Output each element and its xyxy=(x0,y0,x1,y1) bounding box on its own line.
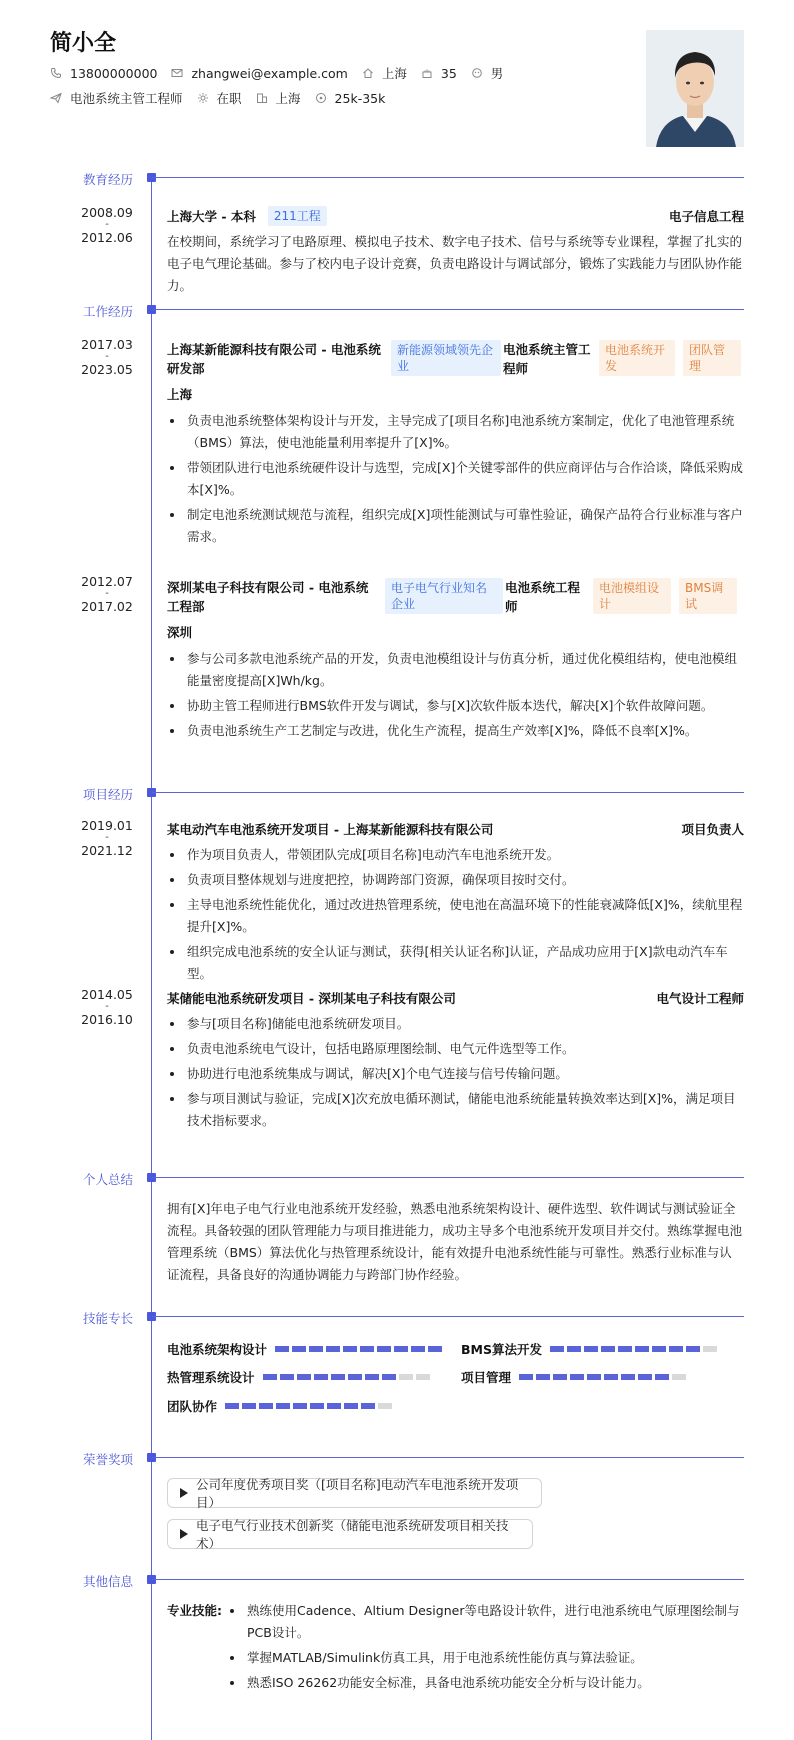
skill-level-segment xyxy=(276,1403,290,1409)
skill-level-segment xyxy=(584,1346,598,1352)
skill-level-segment xyxy=(416,1374,430,1380)
company-name: 深圳某电子科技有限公司 - 电池系统工程部 xyxy=(167,580,369,614)
skill-name: 热管理系统设计 xyxy=(167,1370,255,1385)
skill-level-segment xyxy=(655,1374,669,1380)
section-title-skills: 技能专长 xyxy=(83,1311,134,1326)
honor-text: 公司年度优秀项目奖（[项目名称]电动汽车电池系统开发项目） xyxy=(196,1477,519,1510)
skill-name: 团队协作 xyxy=(167,1399,218,1414)
skill-level-segment xyxy=(259,1403,273,1409)
skill-level-bar xyxy=(550,1346,720,1352)
home-icon xyxy=(362,67,374,79)
section-divider xyxy=(152,1316,744,1317)
age-text: 35 xyxy=(440,65,457,81)
skill-level-segment xyxy=(703,1346,717,1352)
list-item: 组织完成电池系统的安全认证与测试，获得[相关认证名称]认证，产品成功应用于[X]款电动汽车车型。 xyxy=(167,941,744,985)
other-label: 专业技能: xyxy=(167,1603,222,1618)
skill-level-segment xyxy=(536,1374,550,1380)
list-item: 负责项目整体规划与进度把控，协调跨部门资源，确保项目按时交付。 xyxy=(167,869,744,891)
skill-level-segment xyxy=(309,1346,323,1352)
skill-level-segment xyxy=(652,1346,666,1352)
start-date: 2017.03 xyxy=(81,337,133,352)
skill-level-segment xyxy=(242,1403,256,1409)
date-separator: - xyxy=(105,219,109,230)
skill-level-segment xyxy=(604,1374,618,1380)
skill-name: 项目管理 xyxy=(461,1370,512,1385)
skill-level-bar xyxy=(275,1346,445,1352)
list-item: 协助主管工程师进行BMS软件开发与调试，参与[X]次软件版本迭代，解决[X]个软件故障问题。 xyxy=(167,695,744,717)
education-description: 在校期间，系统学习了电路原理、模拟电子技术、数字电子技术、信号与系统等专业课程，掌握了扎实的电子电气理论基础。参与了校内电子设计竞赛，负责电路设计与调试部分，锻炼了实践能力与团队协作能力。 xyxy=(167,234,743,293)
skill-level-segment xyxy=(638,1374,652,1380)
skill-level-segment xyxy=(686,1346,700,1352)
date-separator: - xyxy=(105,1001,109,1012)
age-icon xyxy=(421,67,433,79)
phone-icon xyxy=(50,67,62,79)
section-divider xyxy=(152,1457,744,1458)
company-tag: 新能源领域领先企业 xyxy=(391,340,501,376)
project-bullets xyxy=(167,844,744,985)
project-role: 电气设计工程师 xyxy=(656,991,744,1006)
skill-level-segment xyxy=(382,1374,396,1380)
skill-level-segment xyxy=(411,1346,425,1352)
building-icon xyxy=(256,92,268,104)
skill-level-segment xyxy=(310,1403,324,1409)
skill-level-segment xyxy=(587,1374,601,1380)
list-item: 参与公司多款电池系统产品的开发，负责电池模组设计与仿真分析，通过优化模组结构，使电池模组能量密度提高[X]Wh/kg。 xyxy=(167,648,744,692)
job-intent-row xyxy=(50,89,399,107)
skill-item xyxy=(461,1368,689,1386)
education-entry xyxy=(167,206,744,297)
list-item: 熟悉ISO 26262功能安全标准，具备电池系统功能安全分析与设计能力。 xyxy=(227,1672,744,1694)
location-text: 上海 xyxy=(381,66,407,81)
skill-name: BMS算法开发 xyxy=(461,1342,542,1357)
skill-level-segment xyxy=(378,1403,392,1409)
list-item: 主导电池系统性能优化，通过改进热管理系统，使电池在高温环境下的性能衰减降低[X]%，续航里程提升[X]%。 xyxy=(167,894,744,938)
company-name: 上海某新能源科技有限公司 - 电池系统研发部 xyxy=(167,342,381,376)
target-city-text: 上海 xyxy=(275,91,301,106)
skill-level-segment xyxy=(550,1346,564,1352)
summary-text: 拥有[X]年电子电气行业电池系统开发经验，熟悉电池系统架构设计、硬件选型、软件调试与测试验证全流程。具备较强的团队管理能力与项目推进能力，成功主导多个电池系统开发项目并交付。熟练掌握电池管理系统（BMS）算法优化与热管理系统设计，能有效提升电池系统性能与可靠性。熟悉行业标准与认证流程，具备良好的沟通协调能力与跨部门协作经验。 xyxy=(167,1201,743,1282)
skill-tag: BMS调试 xyxy=(679,578,737,614)
list-item: 熟练使用Cadence、Altium Designer等电路设计软件，进行电池系统电气原理图绘制与PCB设计。 xyxy=(227,1600,744,1644)
skill-level-segment xyxy=(343,1346,357,1352)
skill-name: 电池系统架构设计 xyxy=(167,1342,268,1357)
section-title-education: 教育经历 xyxy=(83,172,134,187)
list-item: 带领团队进行电池系统硬件设计与选型，完成[X]个关键零部件的供应商评估与合作洽谈，降低采购成本[X]%。 xyxy=(167,457,744,501)
section-title-work: 工作经历 xyxy=(83,304,134,319)
list-item: 负责电池系统电气设计，包括电路原理图绘制、电气元件选型等工作。 xyxy=(167,1038,744,1060)
honor-text: 电子电气行业技术创新奖（储能电池系统研发项目相关技术） xyxy=(196,1518,509,1551)
skill-level-segment xyxy=(365,1374,379,1380)
section-title-other: 其他信息 xyxy=(83,1574,134,1589)
honor-item[interactable] xyxy=(167,1519,533,1549)
skill-item xyxy=(167,1368,433,1386)
other-bullets xyxy=(227,1600,744,1697)
work-dates xyxy=(72,337,142,377)
work-dates xyxy=(72,574,142,614)
candidate-name: 简小全 xyxy=(50,31,117,56)
skill-tag: 电池系统开发 xyxy=(599,340,675,376)
skill-level-segment xyxy=(344,1403,358,1409)
project-title: 某电动汽车电池系统开发项目 - 上海某新能源科技有限公司 xyxy=(167,822,494,837)
mail-icon xyxy=(171,67,183,79)
skill-level-segment xyxy=(669,1346,683,1352)
work-entry xyxy=(167,340,744,551)
list-item: 参与项目测试与验证，完成[X]次充放电循环测试，储能电池系统能量转换效率达到[X]%，满足项目技术指标要求。 xyxy=(167,1088,744,1132)
work-bullets xyxy=(167,648,744,742)
skill-level-segment xyxy=(394,1346,408,1352)
date-separator: - xyxy=(105,832,109,843)
status-text: 在职 xyxy=(216,91,242,106)
send-icon xyxy=(50,92,62,104)
project-entry xyxy=(167,819,744,988)
school-name: 上海大学 - 本科 xyxy=(167,209,256,224)
project-title: 某储能电池系统研发项目 - 深圳某电子科技有限公司 xyxy=(167,991,456,1006)
project-dates xyxy=(72,818,142,858)
school-tag: 211工程 xyxy=(268,206,327,226)
skill-level-segment xyxy=(570,1374,584,1380)
skill-level-segment xyxy=(292,1346,306,1352)
start-date: 2012.07 xyxy=(81,574,133,589)
section-title-honors: 荣誉奖项 xyxy=(83,1452,134,1467)
start-date: 2019.01 xyxy=(81,818,133,833)
skill-level-segment xyxy=(618,1346,632,1352)
skill-level-segment xyxy=(225,1403,239,1409)
work-city: 深圳 xyxy=(167,625,193,640)
date-separator: - xyxy=(105,588,109,599)
profile-photo xyxy=(646,30,744,147)
section-divider xyxy=(152,1177,744,1178)
company-tag: 电子电气行业知名企业 xyxy=(385,578,503,614)
salary-text: 25k-35k xyxy=(334,90,386,106)
skill-level-segment xyxy=(297,1374,311,1380)
skill-level-segment xyxy=(553,1374,567,1380)
phone-text: 13800000000 xyxy=(70,65,158,81)
end-date: 2021.12 xyxy=(81,843,133,858)
job-role: 电池系统工程师 xyxy=(505,580,581,614)
skill-level-bar xyxy=(519,1374,689,1380)
skill-level-segment xyxy=(327,1403,341,1409)
skill-tag: 团队管理 xyxy=(683,340,741,376)
other-info xyxy=(167,1600,744,1697)
end-date: 2023.05 xyxy=(81,362,133,377)
list-item: 作为项目负责人，带领团队完成[项目名称]电动汽车电池系统开发。 xyxy=(167,844,744,866)
email-text: zhangwei@example.com xyxy=(191,65,348,81)
skill-item xyxy=(461,1340,720,1358)
skill-level-segment xyxy=(601,1346,615,1352)
project-bullets xyxy=(167,1013,744,1132)
skill-level-segment xyxy=(348,1374,362,1380)
work-city: 上海 xyxy=(167,387,193,402)
skill-level-segment xyxy=(399,1374,413,1380)
skill-tag: 电池模组设计 xyxy=(593,578,671,614)
start-date: 2014.05 xyxy=(81,987,133,1002)
list-item: 协助进行电池系统集成与调试，解决[X]个电气连接与信号传输问题。 xyxy=(167,1063,744,1085)
gender-icon xyxy=(471,67,483,79)
expand-triangle-icon xyxy=(180,1529,188,1539)
section-divider xyxy=(152,177,744,178)
section-divider xyxy=(152,309,744,310)
skill-level-segment xyxy=(519,1374,533,1380)
skill-level-segment xyxy=(293,1403,307,1409)
work-entry xyxy=(167,578,744,745)
skill-level-bar xyxy=(225,1403,395,1409)
project-dates xyxy=(72,987,142,1027)
skill-level-segment xyxy=(428,1346,442,1352)
education-dates xyxy=(72,205,142,245)
job-role: 电池系统主管工程师 xyxy=(503,342,591,376)
skill-level-segment xyxy=(635,1346,649,1352)
honor-item[interactable] xyxy=(167,1478,542,1508)
skill-level-segment xyxy=(331,1374,345,1380)
end-date: 2016.10 xyxy=(81,1012,133,1027)
work-bullets xyxy=(167,410,744,548)
skill-level-segment xyxy=(672,1374,686,1380)
skill-level-segment xyxy=(326,1346,340,1352)
gear-icon xyxy=(197,92,209,104)
end-date: 2012.06 xyxy=(81,230,133,245)
section-title-projects: 项目经历 xyxy=(83,787,134,802)
skill-level-segment xyxy=(377,1346,391,1352)
skill-level-bar xyxy=(263,1374,433,1380)
target-role-text: 电池系统主管工程师 xyxy=(70,91,183,106)
skill-level-segment xyxy=(621,1374,635,1380)
skill-level-segment xyxy=(280,1374,294,1380)
skill-level-segment xyxy=(567,1346,581,1352)
skill-level-segment xyxy=(361,1403,375,1409)
timeline-line xyxy=(151,177,152,1740)
project-role: 项目负责人 xyxy=(681,822,744,837)
list-item: 制定电池系统测试规范与流程，组织完成[X]项性能测试与可靠性验证，确保产品符合行业标准与客户需求。 xyxy=(167,504,744,548)
list-item: 掌握MATLAB/Simulink仿真工具，用于电池系统性能仿真与算法验证。 xyxy=(227,1647,744,1669)
section-title-summary: 个人总结 xyxy=(83,1172,134,1187)
contact-row xyxy=(50,64,517,82)
section-divider xyxy=(152,1579,744,1580)
expand-triangle-icon xyxy=(180,1488,188,1498)
project-entry xyxy=(167,988,744,1135)
skill-item xyxy=(167,1340,445,1358)
skill-level-segment xyxy=(263,1374,277,1380)
skill-level-segment xyxy=(275,1346,289,1352)
salary-icon xyxy=(315,92,327,104)
skill-level-segment xyxy=(314,1374,328,1380)
list-item: 负责电池系统生产工艺制定与改进，优化生产流程，提高生产效率[X]%，降低不良率[X]%。 xyxy=(167,720,744,742)
date-separator: - xyxy=(105,351,109,362)
skill-item xyxy=(167,1397,395,1415)
start-date: 2008.09 xyxy=(81,205,133,220)
skill-level-segment xyxy=(360,1346,374,1352)
section-divider xyxy=(152,792,744,793)
list-item: 负责电池系统整体架构设计与开发，主导完成了[项目名称]电池系统方案制定，优化了电池管理系统（BMS）算法，使电池能量利用率提升了[X]%。 xyxy=(167,410,744,454)
gender-text: 男 xyxy=(490,66,504,81)
end-date: 2017.02 xyxy=(81,599,133,614)
list-item: 参与[项目名称]储能电池系统研发项目。 xyxy=(167,1013,744,1035)
major: 电子信息工程 xyxy=(668,209,744,224)
